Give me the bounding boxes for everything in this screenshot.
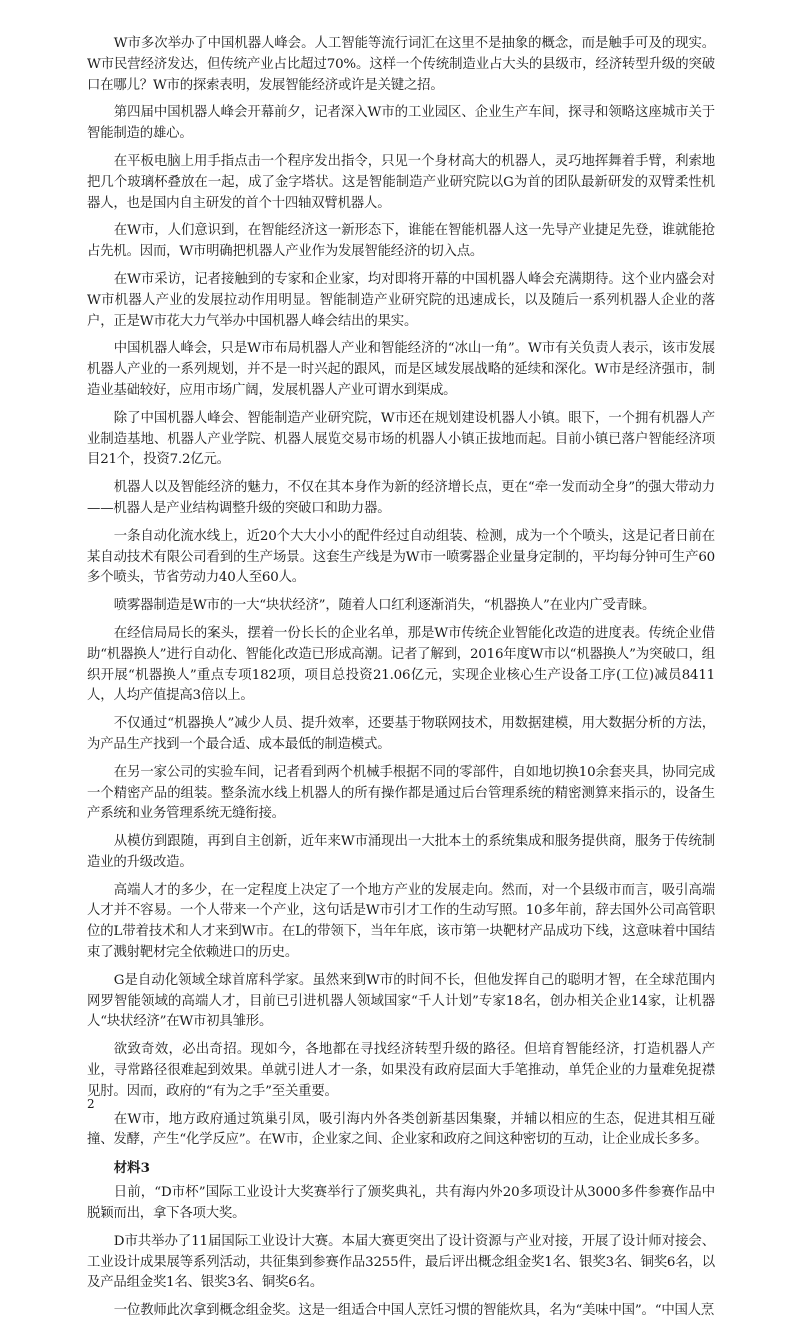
paragraph: 除了中国机器人峰会、智能制造产业研究院，W市还在规划建设机器人小镇。眼下，一个拥有机器人产业制造基地、机器人产业学院、机器人展览交易市场的机器人小镇正拔地而起。目前小镇已落户智能经济项目21个，投资7.2亿元。 xyxy=(87,410,715,468)
paragraph: 在经信局局长的案头，摆着一份长长的企业名单，那是W市传统企业智能化改造的进度表。传统企业借助“机器换人”进行自动化、智能化改造已形成高潮。记者了解到，2016年度W市以“机器换人”为突破口，组织开展“机器换人”重点专项182项，项目总投资21.06亿元，实现企业核心生产设备工序(工位)减员8411人，人均产值提高3倍以上。 xyxy=(87,625,715,704)
paragraph: 第四届中国机器人峰会开幕前夕，记者深入W市的工业园区、企业生产车间，探寻和领略这座城市关于智能制造的雄心。 xyxy=(87,105,715,142)
paragraph: D市共举办了11届国际工业设计大赛。本届大赛更突出了设计资源与产业对接，开展了设计师对接会、工业设计成果展等系列活动，共征集到参赛作品3255件，最后评出概念组金奖1名、银奖3名、铜奖6名，以及产品组金奖1名、银奖3名、铜奖6名。 xyxy=(87,1233,715,1291)
paragraph: 在平板电脑上用手指点击一个程序发出指令，只见一个身材高大的机器人，灵巧地挥舞着手臂，利索地把几个玻璃杯叠放在一起，成了金字塔状。这是智能制造产业研究院以G为首的团队最新研发的双臂柔性机器人，也是国内自主研发的首个十四轴双臂机器人。 xyxy=(87,153,715,211)
paragraph: 日前，“D市杯”国际工业设计大奖赛举行了颁奖典礼，共有海内外20多项设计从3000多件参赛作品中脱颖而出，拿下各项大奖。 xyxy=(87,1185,715,1222)
paragraph: 在W市，地方政府通过筑巢引凤，吸引海内外各类创新基因集聚，并辅以相应的生态，促进其相互碰撞、发酵，产生“化学反应”。在W市，企业家之间、企业家和政府之间这种密切的互动，让企业成长多多。 xyxy=(87,1111,715,1148)
paragraph: 喷雾器制造是W市的一大“块状经济”，随着人口红利逐渐消失，“机器换人”在业内广受青睐。 xyxy=(113,598,656,614)
paragraph: 高端人才的多少，在一定程度上决定了一个地方产业的发展走向。然而，对一个县级市而言，吸引高端人才并不容易。一个人带来一个产业，这句话是W市引才工作的生动写照。10多年前，辞去国外公司高管职位的L带着技术和人才来到W市。在L的带领下，当年年底，该市第一块靶材产品成功下线，这意味着中国结束了溅射靶材完全依赖进口的历史。 xyxy=(87,882,715,961)
paragraph: 不仅通过“机器换人”减少人员、提升效率，还要基于物联网技术，用数据建模，用大数据分析的方法，为产品生产找到一个最合适、成本最低的制造模式。 xyxy=(87,716,715,752)
paragraph: W市多次举办了中国机器人峰会。人工智能等流行词汇在这里不是抽象的概念，而是触手可及的现实。W市民营经济发达，但传统产业占比超过70%。这样一个传统制造业占大头的县级市，经济转型升级的突破口在哪儿？W市的探索表明，发展智能经济或许是关键之招。 xyxy=(87,36,715,93)
paragraph: 机器人以及智能经济的魅力，不仅在其本身作为新的经济增长点，更在“牵一发而动全身”的强大带动力——机器人是产业结构调整升级的突破口和助力器。 xyxy=(87,480,715,516)
paragraph: 从模仿到跟随，再到自主创新，近年来W市涌现出一大批本土的系统集成和服务提供商，服务于传统制造业的升级改造。 xyxy=(87,834,715,870)
paragraph: G是自动化领域全球首席科学家。虽然来到W市的时间不长，但他发挥自己的聪明才智，在全球范围内网罗智能领域的高端人才，目前已引进机器人领域国家“千人计划”专家18名，创办相关企业14家，让机器人“块状经济”在W市初具雏形。 xyxy=(87,972,715,1030)
paragraph: 一位教师此次拿到概念组金奖。这是一组适合中国人烹饪习惯的智能炊具，名为“美味中国”。“中国人烹 xyxy=(113,1303,715,1319)
paragraph: 一条自动化流水线上，近20个大大小小的配件经过自动组装、检测，成为一个个喷头，这是记者日前在某自动技术有限公司看到的生产场景。这套生产线是为W市一喷雾器企业量身定制的，平均每分钟可生产60多个喷头，节省劳动力40人至60人。 xyxy=(87,528,715,586)
paragraph: 在另一家公司的实验车间，记者看到两个机械手根据不同的零部件，自如地切换10余套夹具，协同完成一个精密产品的组装。整条流水线上机器人的所有操作都是通过后台管理系统的精密测算来指示的，设备生产系统和业务管理系统无缝衔接。 xyxy=(87,764,715,822)
paragraph: 在W市，人们意识到，在智能经济这一新形态下，谁能在智能机器人这一先导产业捷足先登，谁就能抢占先机。因而，W市明确把机器人产业作为发展智能经济的切入点。 xyxy=(87,223,715,260)
paragraph: 中国机器人峰会，只是W市布局机器人产业和智能经济的“冰山一角”。W市有关负责人表示，该市发展机器人产业的一系列规划，并不是一时兴起的跟风，而是区域发展战略的延续和深化。W市是经济强市，制造业基础较好，应用市场广阔，发展机器人产业可谓水到渠成。 xyxy=(87,341,715,398)
section-heading: 材料3 xyxy=(113,1160,150,1177)
paragraph: 在W市采访，记者接触到的专家和企业家，均对即将开幕的中国机器人峰会充满期待。这个业内盛会对W市机器人产业的发展拉动作用明显。智能制造产业研究院的迅速成长，以及随后一系列机器人企业的落户，正是W市花大力气举办中国机器人峰会结出的果实。 xyxy=(87,271,715,329)
page-number: 2 xyxy=(87,1097,95,1111)
paragraph: 欲致奇效，必出奇招。现如今，各地都在寻找经济转型升级的路径。但培育智能经济，打造机器人产业，寻常路径很难起到效果。单就引进人才一条，如果没有政府层面大手笔推动，单凭企业的力量难免捉襟见肘。因而，政府的“有为之手”至关重要。 xyxy=(87,1042,715,1099)
page-body xyxy=(87,34,715,1329)
